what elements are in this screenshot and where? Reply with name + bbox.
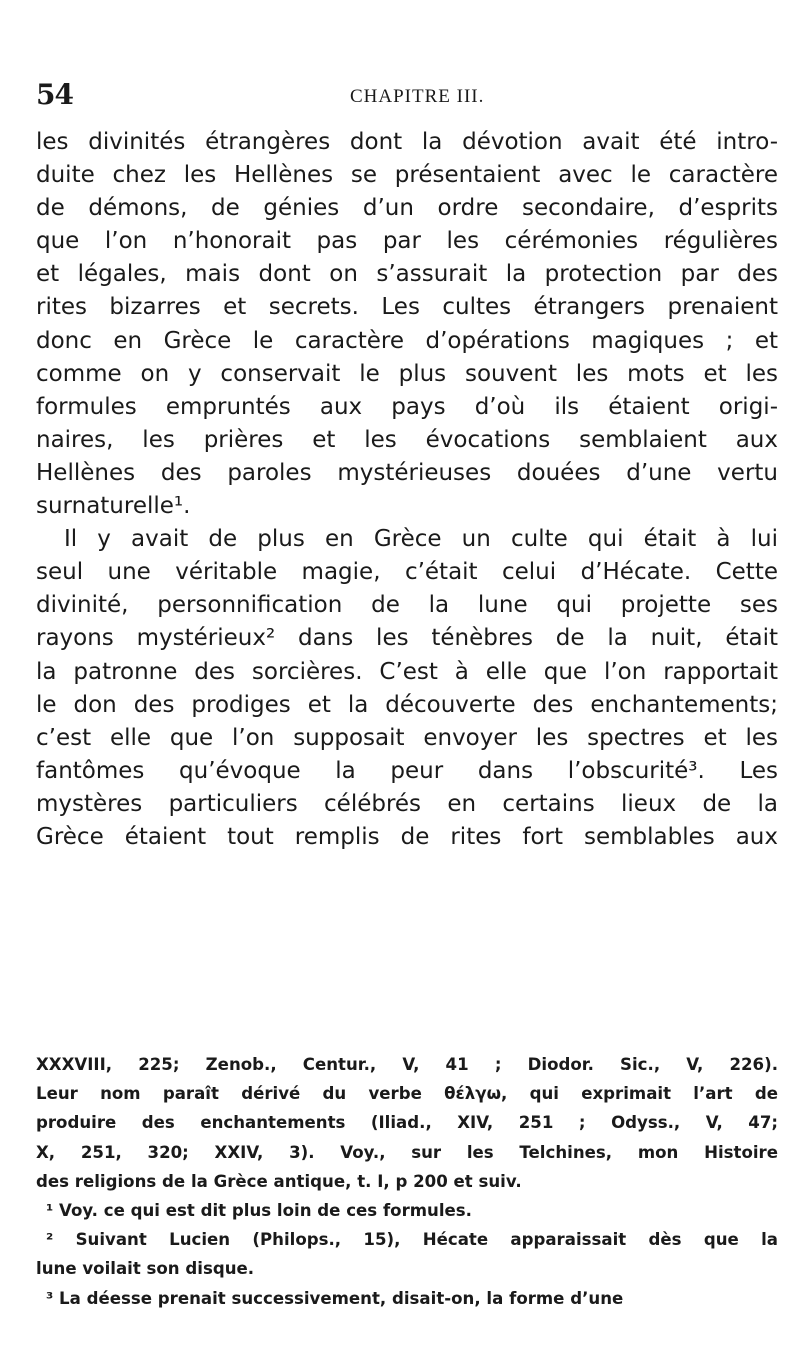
body-line: duite chez les Hellènes se présentaient avec le caractère (36, 162, 778, 189)
footnotes (36, 1050, 778, 1313)
footnote-line: des religions de la Grèce antique, t. I, p 200 et suiv. (36, 1171, 522, 1191)
body-line: fantômes qu’évoque la peur dans l’obscurité³. Les (36, 757, 778, 784)
body-line: Hellènes des paroles mystérieuses douées d’une vertu (36, 459, 778, 486)
footnote-line: Leur nom paraît dérivé du verbe θέλγω, qui exprimait l’art de (36, 1084, 778, 1104)
running-head: CHAPITRE III. (350, 86, 485, 107)
body-text (36, 126, 778, 854)
body-line: que l’on n’honorait pas par les cérémonies régulières (36, 228, 778, 255)
body-line: rites bizarres et secrets. Les cultes étrangers prenaient (36, 294, 778, 321)
footnote-1: ¹ Voy. ce qui est dit plus loin de ces formules. (46, 1201, 472, 1221)
body-line: le don des prodiges et la découverte des enchantements; (36, 691, 778, 718)
body-line: seul une véritable magie, c’était celui d’Hécate. Cette (36, 559, 778, 586)
body-line: de démons, de génies d’un ordre secondaire, d’esprits (36, 195, 778, 222)
body-line: divinité, personnification de la lune qui projette ses (36, 592, 778, 619)
footnote-line: produire des enchantements (Iliad., XIV, 251 ; Odyss., V, 47; (36, 1113, 778, 1133)
body-line: Grèce étaient tout remplis de rites fort semblables aux (36, 823, 778, 850)
body-line: formules empruntés aux pays d’où ils étaient origi- (36, 393, 778, 420)
body-line: les divinités étrangères dont la dévotion avait été intro- (36, 129, 778, 155)
body-line: c’est elle que l’on supposait envoyer les spectres et les (36, 724, 778, 751)
body-line: mystères particuliers célébrés en certains lieux de la (36, 790, 778, 817)
body-line: Il y avait de plus en Grèce un culte qui était à lui (64, 526, 778, 553)
body-line: surnaturelle¹. (36, 493, 191, 520)
page-number: 54 (36, 78, 73, 111)
footnote-line: X, 251, 320; XXIV, 3). Voy., sur les Telchines, mon Histoire (36, 1142, 778, 1162)
body-line: et légales, mais dont on s’assurait la protection par des (36, 261, 778, 288)
footnote-line: XXXVIII, 225; Zenob., Centur., V, 41 ; Diodor. Sic., V, 226). (36, 1055, 778, 1074)
footnote-3: ³ La déesse prenait successivement, disait-on, la forme d’une (46, 1288, 624, 1308)
body-line: rayons mystérieux² dans les ténèbres de la nuit, était (36, 625, 778, 652)
body-line: naires, les prières et les évocations semblaient aux (36, 426, 778, 453)
body-line: la patronne des sorcières. C’est à elle que l’on rapportait (36, 658, 778, 685)
footnote-line: lune voilait son disque. (36, 1259, 255, 1279)
body-line: comme on y conservait le plus souvent les mots et les (36, 360, 778, 387)
footnote-2: ² Suivant Lucien (Philops., 15), Hécate apparaissait dès que la (46, 1230, 778, 1250)
body-line: donc en Grèce le caractère d’opérations magiques ; et (36, 327, 778, 354)
page-header (0, 78, 801, 118)
